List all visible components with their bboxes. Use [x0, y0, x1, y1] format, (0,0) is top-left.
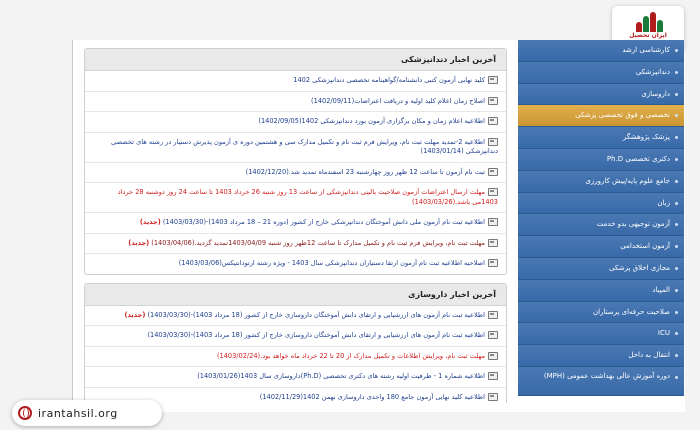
news-item-text[interactable]: مهلت ثبت نام، ویرایش فرم ثبت نام و تکمیل مدارک تا ساعت 12ظهر روز شنبه 1403/04/09تمدید گردید.(1403/04/06) — [151, 238, 485, 247]
sidebar-item[interactable]: پزشک پژوهشگر — [518, 127, 684, 149]
news-bullet-icon — [488, 117, 498, 125]
sidebar-item[interactable]: مجازی اخلاق پزشکی — [518, 258, 684, 280]
news-bullet-icon — [488, 168, 498, 176]
news-bullet-icon — [488, 97, 498, 105]
news-item-text[interactable]: اطلاعیه ثبت نام آزمون های ارزشیابی و ارتقای دانش آموختگان داروسازی خارج از کشور (18 مرداد 1403)-(1403/03/30) — [147, 310, 485, 319]
news-item[interactable] — [85, 367, 506, 388]
news-item[interactable] — [85, 112, 506, 133]
news-item-text[interactable]: مهلت ثبت نام، ویرایش اطلاعات و تکمیل مدارک از 20 تا 22 خرداد ماه خواهد بود.(1403/02/24) — [216, 351, 485, 360]
sidebar-item[interactable]: المپیاد — [518, 280, 684, 302]
news-item[interactable] — [85, 163, 506, 184]
news-item-text[interactable]: اصلاحیه اطلاعیه ثبت نام آزمون ارتقا دستیاران دندانپزشکی سال 1403 - ویژه رشته ارتودانتیکس(1403/03/06) — [178, 259, 485, 267]
news-item-text[interactable]: کلید نهایی آزمون کتبی دانشنامه/گواهینامه تخصصی دندانپزشکی 1402 — [293, 76, 485, 84]
sidebar-item[interactable]: دوره آموزش عالی بهداشت عمومی (MPH) — [518, 367, 684, 396]
news-item-text[interactable]: اطلاعیه کلید نهایی آزمون جامع 180 واحدی داروسازی بهمن 1402(1402/11/29) — [259, 392, 485, 401]
news-item-text[interactable]: مهلت ارسال اعتراضات آزمون صلاحیت بالینی دندانپزشکی از ساعت 13 روز شنبه 26 خرداد 1403 تا ساعت 24 روز دوشنبه 28 خرداد 1403می باشد.(1403/03/26) — [117, 188, 498, 206]
sidebar-item[interactable]: جامع علوم پایه/پیش کارورزی — [518, 171, 684, 193]
news-item-text[interactable]: اطلاعیه اعلام زمان و مکان برگزاری آزمون بورد دندانپزشکی 1402(1402/09/05) — [258, 117, 485, 125]
book-logo-icon — [633, 10, 663, 32]
globe-icon — [18, 406, 32, 420]
news-item[interactable] — [85, 213, 506, 234]
sidebar-item[interactable]: انتقال به داخل — [518, 345, 684, 367]
news-bullet-icon — [488, 239, 498, 247]
news-bullet-icon — [488, 372, 498, 380]
news-bullet-icon — [488, 218, 498, 226]
new-badge: (جدید) — [124, 310, 146, 319]
news-item[interactable] — [85, 71, 506, 92]
news-item[interactable] — [85, 92, 506, 113]
logo-text: ایران تحصیل — [629, 32, 667, 39]
sidebar-item[interactable]: تخصصی و فوق تخصصی پزشکی — [518, 105, 684, 127]
sidebar-item[interactable]: کارشناسی ارشد — [518, 40, 684, 62]
pharmacy-news-panel — [84, 283, 507, 404]
news-bullet-icon — [488, 331, 498, 339]
pharmacy-news-list — [85, 306, 506, 404]
new-badge: (جدید) — [139, 218, 161, 226]
news-item[interactable] — [85, 306, 506, 327]
news-item[interactable] — [85, 234, 506, 255]
news-bullet-icon — [488, 311, 498, 319]
site-watermark — [12, 400, 162, 426]
sidebar-item[interactable]: دندانپزشکی — [518, 62, 684, 84]
sidebar-item[interactable]: آزمون استخدامی — [518, 236, 684, 258]
dental-news-list — [85, 71, 506, 274]
news-item-text[interactable]: اطلاعیه ثبت نام آزمون های ارزشیابی و ارتقای دانش آموختگان داروسازی خارج از کشور (18 مرداد 1403)-(1403/03/30) — [147, 331, 485, 339]
sidebar-item[interactable]: آزمون توجیهی بدو خدمت — [518, 214, 684, 236]
sidebar-item[interactable]: ICU — [518, 323, 684, 345]
news-bullet-icon — [488, 188, 498, 196]
news-item-text[interactable]: اطلاعیه 2-تمدید مهلت ثبت نام، ویرایش فرم ثبت نام و تکمیل مدارک سی و هشتمین دوره ی آزمون پذیرش دستیار در رشته های تخصصی دندانپزشکی (1403/01/14) — [110, 137, 498, 155]
news-item[interactable] — [85, 347, 506, 368]
news-item-text[interactable]: اطلاعیه شماره 1 - ظرفیت اولیه رشته های دکتری تخصصی (Ph.D)داروسازی سال 1403(1403/01/26) — [197, 372, 485, 380]
sidebar-item[interactable]: زبان — [518, 193, 684, 215]
sidebar-item[interactable]: صلاحیت حرفه‌ای پرستاران — [518, 302, 684, 324]
pharmacy-news-header: آخرین اخبار داروسازی — [85, 284, 506, 306]
news-item[interactable] — [85, 326, 506, 347]
dental-news-header: آخرین اخبار دندانپزشکی — [85, 49, 506, 71]
news-item[interactable] — [85, 133, 506, 163]
news-bullet-icon — [488, 352, 498, 360]
sidebar-menu — [518, 40, 684, 412]
news-bullet-icon — [488, 393, 498, 401]
watermark-text: irantahsil.org — [38, 406, 118, 420]
sidebar-item[interactable]: دکتری تخصصی Ph.D — [518, 149, 684, 171]
news-item-text[interactable]: ثبت نام آزمون تا ساعت 12 ظهر روز چهارشنبه 23 اسفندماه تمدید شد.(1402/12/20) — [245, 167, 485, 176]
new-badge: (جدید) — [128, 238, 150, 247]
news-item-text[interactable]: اطلاعیه ثبت نام آزمون ملی دانش آموختگان دندانپزشکی خارج از کشور (دوره 21 – 18 مرداد 1403)-(1403/03/30) — [162, 218, 485, 226]
news-bullet-icon — [488, 138, 498, 146]
news-item-text[interactable]: اصلاح زمان اعلام کلید اولیه و دریافت اعتراضات(1402/09/11) — [311, 96, 485, 105]
news-content — [84, 48, 507, 403]
news-bullet-icon — [488, 76, 498, 84]
news-item[interactable] — [85, 254, 506, 274]
sidebar-item[interactable]: داروسازی — [518, 84, 684, 106]
dental-news-panel — [84, 48, 507, 275]
news-bullet-icon — [488, 259, 498, 267]
news-item[interactable] — [85, 183, 506, 213]
